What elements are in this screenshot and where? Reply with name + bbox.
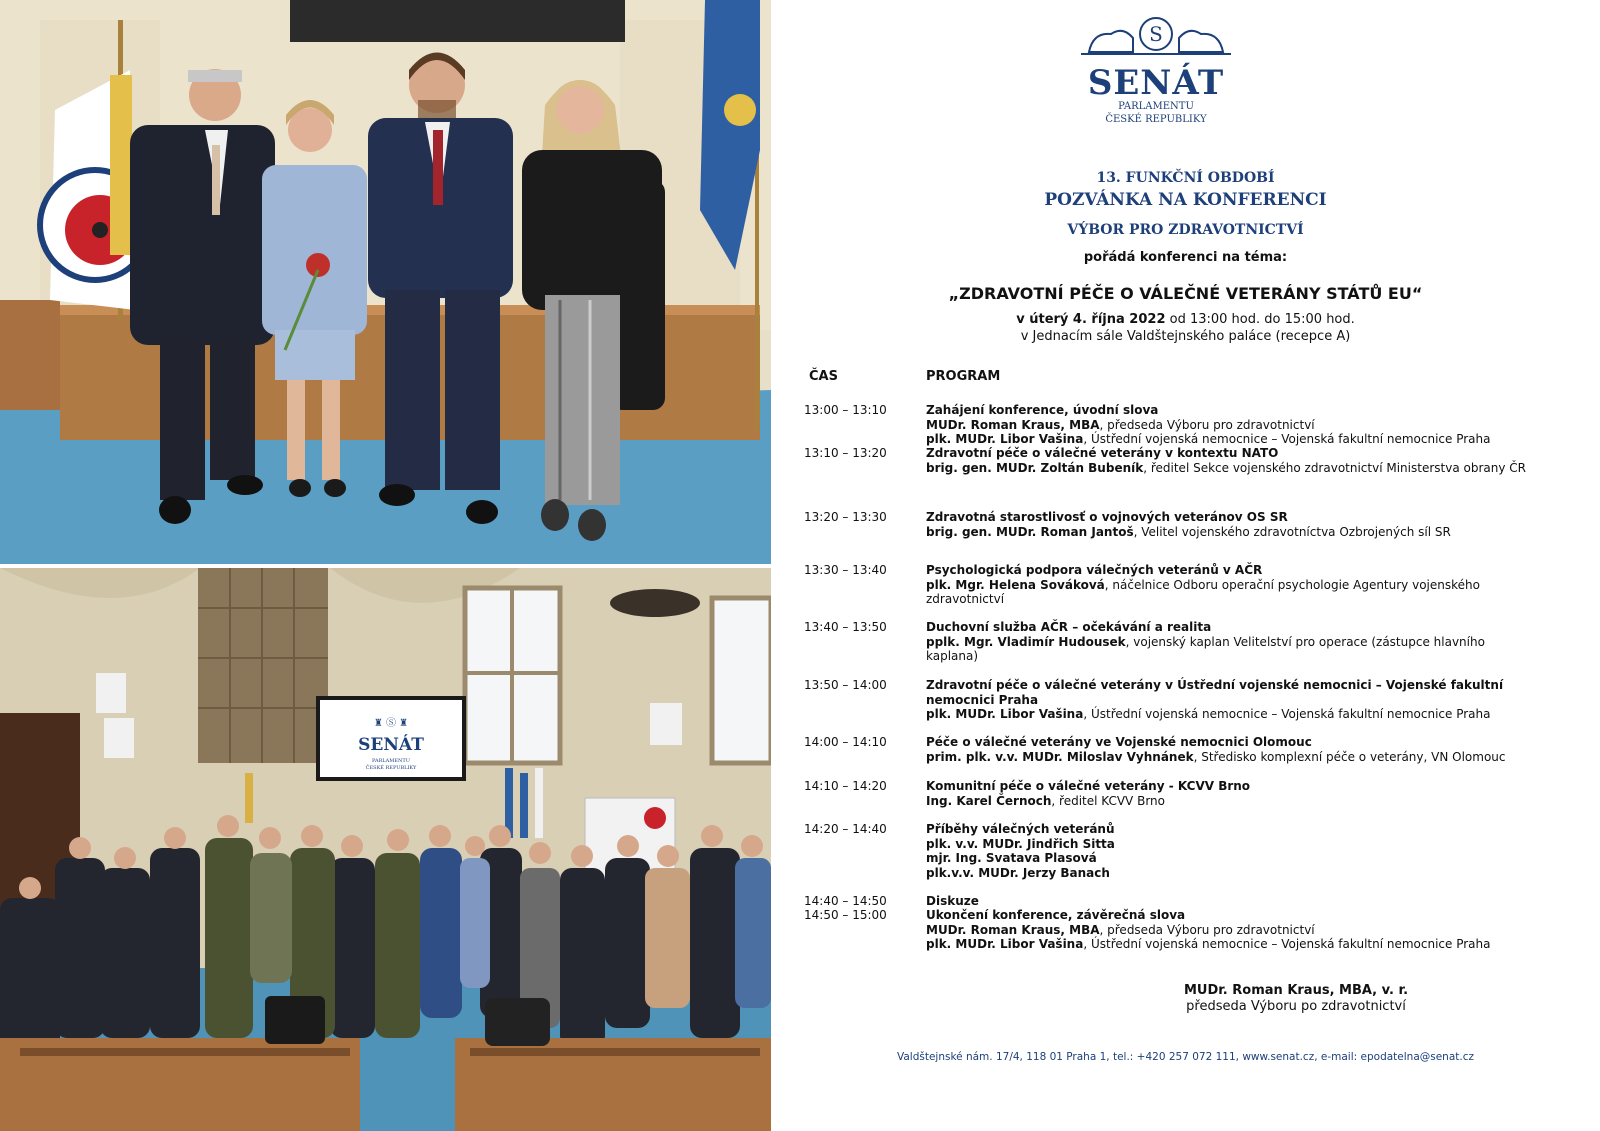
speaker-name: MUDr. Roman Kraus, MBA <box>926 922 1100 937</box>
slot-speaker <box>926 418 1526 433</box>
slot-title: Ukončení konference, závěrečná slova <box>926 908 1186 922</box>
term-heading: 13. FUNKČNÍ OBDOBÍ <box>1096 170 1275 186</box>
slot-time: 14:50 – 15:00 <box>804 908 887 922</box>
slot-speaker <box>926 707 1526 722</box>
contact-footer: Valdštejnské nám. 17/4, 118 01 Praha 1, tel.: +420 257 072 111, www.senat.cz, e-mail: epodatelna@senat.cz <box>896 1051 1475 1063</box>
logo-line2: ČESKÉ REPUBLIKY <box>1105 114 1207 125</box>
slot-time: 13:00 – 13:10 <box>804 403 887 417</box>
slot-speaker <box>926 635 1526 664</box>
slot-time: 14:40 – 14:50 <box>804 894 887 908</box>
speaker-name: pplk. Mgr. Vladimír Hudousek <box>926 634 1126 649</box>
svg-text:♜ Ⓢ ♜: ♜ Ⓢ ♜ <box>373 718 409 729</box>
speaker-role: , náčelnice Odboru operační psychologie Agentury vojenského zdravotnictví <box>926 577 1480 606</box>
invitation-document <box>771 0 1600 1131</box>
slot-time: 13:20 – 13:30 <box>804 510 887 524</box>
slot-title: Duchovní služba AČR – očekávání a realita <box>926 620 1212 634</box>
signature-role: předseda Výboru po zdravotnictví <box>1186 999 1406 1014</box>
speaker-role: , ředitel Sekce vojenského zdravotnictví Ministerstva obrany ČR <box>1143 460 1526 475</box>
slot-title: Zdravotní péče o válečné veterány v Ústřední vojenské nemocnici – Vojenské fakultní nemocnici Praha <box>926 678 1504 707</box>
speaker-name: Ing. Karel Černoch <box>926 793 1052 808</box>
senat-emblem-icon <box>1071 14 1241 60</box>
slot-title: Psychologická podpora válečných veteránů v AČR <box>926 563 1263 577</box>
signature-name: MUDr. Roman Kraus, MBA, v. r. <box>1183 983 1409 998</box>
slot-title: Zdravotná starostlivosť o vojnových veteránov OS SR <box>926 510 1288 524</box>
speaker-name: brig. gen. MUDr. Roman Jantoš <box>926 524 1134 539</box>
speaker-role: , ředitel KCVV Brno <box>1051 793 1165 808</box>
speaker-name: mjr. Ing. Svatava Plasová <box>926 851 1097 865</box>
slot-title: Zdravotní péče o válečné veterány v kontextu NATO <box>926 446 1279 460</box>
speaker-role: , Ústřední vojenská nemocnice – Vojenská fakultní nemocnice Praha <box>1083 937 1491 951</box>
speaker-name: MUDr. Roman Kraus, MBA <box>926 417 1100 432</box>
slot-speaker <box>926 937 1526 952</box>
committee-heading: VÝBOR PRO ZDRAVOTNICTVÍ <box>1067 222 1304 238</box>
speaker-role: , předseda Výboru pro zdravotnictví <box>1099 922 1315 937</box>
speaker-name: plk.v.v. MUDr. Jerzy Banach <box>926 865 1110 880</box>
speaker-name: plk. MUDr. Libor Vašina <box>926 937 1084 951</box>
slot-speaker <box>926 750 1526 765</box>
slot-time: 13:10 – 13:20 <box>804 446 887 460</box>
organizes-text: pořádá konferenci na téma: <box>1083 250 1288 265</box>
slot-title: Příběhy válečných veteránů <box>926 822 1115 836</box>
slot-title: Péče o válečné veterány ve Vojenské nemocnici Olomouc <box>926 735 1312 749</box>
speaker-name: plk. v.v. MUDr. Jindřich Sitta <box>926 836 1115 851</box>
date-bold: v úterý 4. října 2022 <box>1016 312 1166 327</box>
conference-topic: „ZDRAVOTNÍ PÉČE O VÁLEČNÉ VETERÁNY STÁTŮ EU“ <box>948 284 1423 303</box>
speaker-name: plk. MUDr. Libor Vašina <box>926 432 1084 446</box>
screen-wordmark: SENÁT <box>358 735 424 755</box>
slot-time: 14:10 – 14:20 <box>804 779 887 793</box>
slot-speaker <box>926 525 1526 540</box>
slot-title: Komunitní péče o válečné veterány - KCVV Brno <box>926 779 1251 793</box>
invitation-heading: POZVÁNKA NA KONFERENCI <box>1044 190 1327 210</box>
slot-time: 13:50 – 14:00 <box>804 678 887 692</box>
slot-speaker <box>926 461 1526 476</box>
slot-time: 13:30 – 13:40 <box>804 563 887 577</box>
screen-line2: ČESKÉ REPUBLIKY <box>365 765 417 771</box>
speaker-role: , vojenský kaplan Velitelství pro operace (zástupce hlavního kaplana) <box>926 634 1485 663</box>
logo-line1: PARLAMENTU <box>1118 101 1194 112</box>
date-line <box>771 312 1600 327</box>
slot-speaker <box>926 923 1526 938</box>
speaker-name: brig. gen. MUDr. Zoltán Bubeník <box>926 460 1144 475</box>
slot-time: 14:00 – 14:10 <box>804 735 887 749</box>
photo-four-people <box>0 0 771 564</box>
speaker-role: , Ústřední vojenská nemocnice – Vojenská fakultní nemocnice Praha <box>1083 707 1491 721</box>
senat-logo <box>1071 14 1241 126</box>
svg-text:S: S <box>1149 22 1163 46</box>
screen-line1: PARLAMENTU <box>372 758 410 764</box>
speaker-name: prim. plk. v.v. MUDr. Miloslav Vyhnánek <box>926 749 1194 764</box>
photo-group-in-hall <box>0 568 771 1131</box>
slot-speaker <box>926 794 1526 809</box>
speaker-role: , Ústřední vojenská nemocnice – Vojenská fakultní nemocnice Praha <box>1083 432 1491 446</box>
slot-time: 13:40 – 13:50 <box>804 620 887 634</box>
venue-line: v Jednacím sále Valdštejnského paláce (recepce A) <box>1020 329 1351 344</box>
speaker-name: plk. Mgr. Helena Sováková <box>926 577 1105 592</box>
slot-title: Zahájení konference, úvodní slova <box>926 403 1159 417</box>
time-column-header: ČAS <box>809 369 838 384</box>
date-rest: od 13:00 hod. do 15:00 hod. <box>1165 312 1355 327</box>
slot-time: 14:20 – 14:40 <box>804 822 887 836</box>
program-column-header: PROGRAM <box>926 369 1001 384</box>
speaker-role: , Středisko komplexní péče o veterány, VN Olomouc <box>1193 749 1506 764</box>
speaker-role: , Velitel vojenského zdravotníctva Ozbrojených síl SR <box>1133 524 1451 539</box>
slot-title: Diskuze <box>926 894 979 908</box>
speaker-name: plk. MUDr. Libor Vašina <box>926 707 1084 721</box>
slot-speaker <box>926 432 1526 447</box>
slot-speaker <box>926 578 1526 607</box>
speaker-role: , předseda Výboru pro zdravotnictví <box>1099 417 1315 432</box>
logo-wordmark: SENÁT <box>1087 63 1225 103</box>
